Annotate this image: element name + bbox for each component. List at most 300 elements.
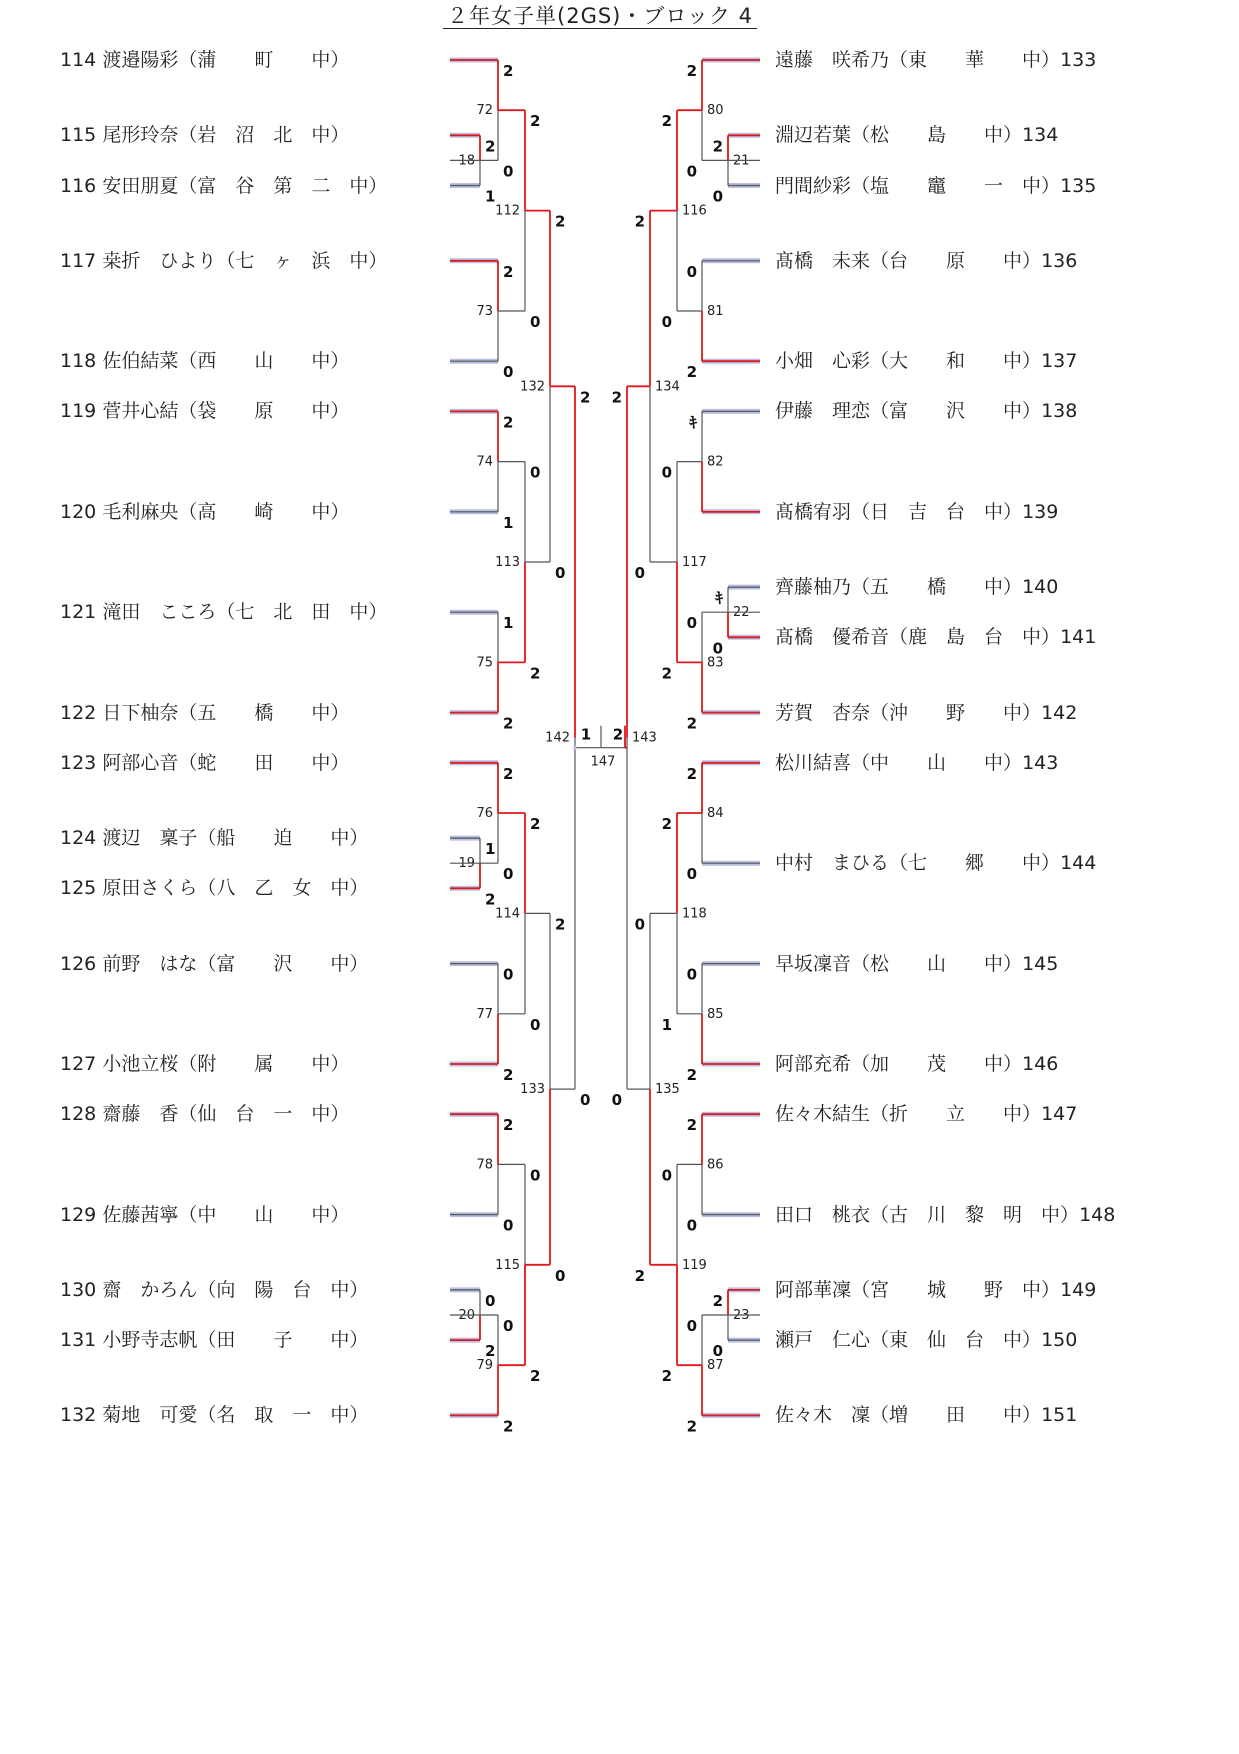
player-name: 佐々木 凜 [775, 1404, 871, 1427]
paren-open: （ [851, 124, 871, 147]
paren-open: （ [870, 1103, 890, 1126]
match-score: 0 [686, 965, 697, 984]
match-number: 135 [655, 1082, 680, 1098]
school-name: 中 山 中 [870, 751, 1004, 774]
paren-open: （ [851, 751, 871, 774]
match-score: 2 [686, 62, 697, 80]
match-number: 81 [707, 304, 724, 319]
seed-number: 140 [1022, 576, 1059, 599]
school-name: 蛇 田 中 [197, 751, 331, 774]
school-name: 塩 竈 一 中 [870, 174, 1042, 197]
school-name: 五 橋 中 [197, 701, 331, 724]
match-score: 0 [530, 313, 541, 331]
match-score: 2 [661, 815, 672, 833]
match-number: 79 [476, 1358, 493, 1374]
player-name: 中村 まひる [775, 852, 890, 875]
match-number: 132 [520, 379, 545, 395]
seed-number: 145 [1022, 952, 1059, 975]
paren-close: ） [1022, 350, 1042, 373]
player-name: 佐伯結菜 [102, 350, 179, 373]
paren-open: （ [197, 1278, 217, 1301]
paren-open: （ [178, 174, 198, 197]
player-name: 小野寺志帆 [102, 1329, 198, 1352]
player-name: 小池立桜 [102, 1053, 179, 1075]
match-score: 0 [661, 463, 672, 482]
bracket-title-text: ２年女子単(2GS)・ブロック 4 [443, 4, 757, 29]
player-name: 佐藤茜寧 [102, 1203, 179, 1226]
match-score: 0 [503, 363, 514, 382]
seed-number: 137 [1041, 350, 1078, 373]
match-number: 87 [707, 1358, 724, 1374]
match-score: 2 [686, 714, 697, 733]
match-score: 0 [503, 162, 514, 181]
match-score: 0 [661, 313, 672, 331]
match-score: 2 [686, 363, 697, 382]
match-score: 0 [611, 1091, 622, 1110]
paren-close: ） [368, 249, 388, 272]
match-number: 21 [733, 153, 750, 169]
match-number: 142 [545, 730, 570, 746]
seed-number: 125 [60, 877, 97, 900]
seed-number: 133 [1060, 49, 1097, 71]
match-score: 2 [503, 262, 514, 281]
player-name: 髙橋 未来 [775, 249, 871, 272]
paren-close: ） [330, 1203, 350, 1226]
seed-number: 131 [60, 1329, 97, 1352]
paren-open: （ [197, 1404, 217, 1427]
school-name: 八 乙 女 中 [216, 877, 350, 900]
seed-number: 138 [1041, 400, 1078, 423]
match-number: 84 [707, 806, 724, 821]
school-name: 西 山 中 [197, 350, 331, 373]
player-name: 淵辺若葉 [775, 124, 852, 147]
paren-open: （ [870, 1329, 890, 1352]
paren-close: ） [1003, 751, 1023, 774]
paren-open: （ [851, 174, 871, 197]
school-name: 中 山 中 [197, 1203, 331, 1226]
match-score: 2 [530, 664, 541, 683]
paren-open: （ [851, 500, 871, 523]
school-name: 日 吉 台 中 [870, 500, 1004, 523]
match-number: 118 [682, 906, 707, 922]
school-name: 袋 原 中 [197, 400, 331, 423]
match-number: 117 [682, 555, 707, 570]
paren-open: （ [870, 249, 890, 272]
player-name: 毛利麻央 [102, 500, 179, 523]
match-score: 0 [634, 564, 645, 582]
school-name: 仙 台 一 中 [197, 1103, 331, 1126]
match-score: 0 [686, 1216, 697, 1235]
match-score: 2 [503, 1066, 514, 1084]
paren-close: ） [1003, 576, 1023, 599]
seed-number: 143 [1022, 751, 1059, 774]
match-score: 0 [503, 1317, 514, 1335]
paren-open: （ [889, 626, 909, 649]
player-name: 渡邉陽彩 [102, 49, 179, 71]
school-name: 松 島 中 [870, 124, 1004, 147]
match-score: 0 [503, 965, 514, 984]
school-name: 鹿 島 台 中 [908, 626, 1042, 649]
player-name: 阿部華凜 [775, 1278, 852, 1301]
paren-open: （ [889, 852, 909, 875]
match-score: 0 [555, 1266, 566, 1285]
match-score: 0 [686, 1317, 697, 1335]
player-name: 門間紗彩 [775, 174, 852, 197]
match-number: 133 [520, 1082, 545, 1098]
match-score: 0 [530, 463, 541, 482]
school-name: 高 崎 中 [197, 500, 331, 523]
paren-close: ） [1003, 952, 1023, 975]
school-name: 東 仙 台 中 [889, 1329, 1023, 1352]
seed-number: 114 [60, 49, 97, 71]
paren-close: ） [1022, 400, 1042, 423]
paren-close: ） [1041, 852, 1061, 875]
match-score: 2 [686, 1066, 697, 1084]
match-score: 2 [503, 413, 514, 432]
seed-number: 120 [60, 500, 97, 523]
player-name: 松川結喜 [775, 751, 852, 774]
paren-open: （ [197, 827, 217, 850]
player-name: 前野 はな [102, 952, 198, 975]
paren-close: ） [1060, 1203, 1080, 1226]
match-number: 114 [495, 906, 520, 922]
match-number: 22 [733, 605, 750, 621]
player-name: 阿部充希 [775, 1053, 852, 1075]
school-name: 富 沢 中 [889, 400, 1023, 423]
match-number: 86 [707, 1157, 724, 1173]
paren-open: （ [216, 601, 236, 624]
paren-close: ） [1003, 124, 1023, 147]
match-number: 134 [655, 379, 680, 395]
school-name: 名 取 一 中 [216, 1404, 350, 1427]
paren-close: ） [1003, 1053, 1023, 1075]
seed-number: 134 [1022, 124, 1059, 147]
paren-close: ） [349, 877, 369, 900]
match-score: 2 [530, 112, 541, 131]
paren-open: （ [197, 877, 217, 900]
match-number: 74 [476, 454, 493, 470]
seed-number: 116 [60, 174, 97, 197]
seed-number: 148 [1079, 1203, 1116, 1226]
match-score: 2 [686, 1116, 697, 1135]
match-number: 75 [476, 655, 493, 671]
match-score: 1 [485, 187, 496, 206]
school-name: 富 谷 第 二 中 [197, 174, 369, 197]
match-score: 0 [580, 1091, 591, 1110]
match-score: 2 [555, 212, 566, 231]
school-name: 田 子 中 [216, 1329, 350, 1352]
match-score: ｷ [715, 589, 723, 608]
school-name: 台 原 中 [889, 249, 1023, 272]
school-name: 七 郷 中 [908, 852, 1042, 875]
match-score: 2 [712, 1291, 723, 1310]
match-score: 2 [503, 714, 514, 733]
seed-number: 144 [1060, 852, 1097, 875]
match-number: 73 [476, 304, 493, 319]
paren-open: （ [870, 1203, 890, 1226]
paren-open: （ [178, 701, 198, 724]
match-number: 20 [458, 1308, 475, 1323]
match-score: 1 [661, 1015, 672, 1034]
seed-number: 135 [1060, 174, 1097, 197]
seed-number: 119 [60, 400, 97, 423]
seed-number: 142 [1041, 701, 1078, 724]
school-name: 加 茂 中 [870, 1053, 1004, 1075]
paren-close: ） [330, 400, 350, 423]
match-score: 2 [503, 62, 514, 80]
paren-close: ） [368, 601, 388, 624]
paren-close: ） [330, 350, 350, 373]
seed-number: 146 [1022, 1053, 1059, 1075]
match-number: 72 [476, 103, 493, 119]
paren-open: （ [851, 1053, 871, 1075]
seed-number: 123 [60, 751, 97, 774]
paren-close: ） [330, 124, 350, 147]
player-name: 髙橋 優希音 [775, 626, 890, 649]
match-score: 2 [530, 1367, 541, 1386]
paren-close: ） [1041, 1278, 1061, 1301]
paren-close: ） [349, 952, 369, 975]
match-score: 2 [634, 212, 645, 231]
school-name: 向 陽 台 中 [216, 1278, 350, 1301]
paren-close: ） [1041, 626, 1061, 649]
school-name: 七 ヶ 浜 中 [235, 249, 369, 272]
match-number: 116 [682, 203, 707, 219]
match-score: 0 [530, 1015, 541, 1034]
school-name: 東 華 中 [908, 49, 1042, 71]
paren-close: ） [1022, 701, 1042, 724]
player-name: 小畑 心彩 [775, 350, 871, 373]
school-name: 五 橋 中 [870, 576, 1004, 599]
match-score: 0 [503, 865, 514, 884]
school-name: 古 川 黎 明 中 [889, 1203, 1061, 1226]
paren-close: ） [1041, 174, 1061, 197]
seed-number: 115 [60, 124, 97, 147]
paren-open: （ [178, 1203, 198, 1226]
seed-number: 129 [60, 1203, 97, 1226]
match-score: 2 [555, 915, 566, 934]
match-score: 0 [686, 865, 697, 884]
match-score: 0 [661, 1166, 672, 1185]
paren-close: ） [330, 1053, 350, 1075]
paren-close: ） [349, 1404, 369, 1427]
player-name: 齊藤柚乃 [775, 576, 852, 599]
seed-number: 121 [60, 601, 97, 624]
school-name: 船 迫 中 [216, 827, 350, 850]
school-name: 沖 野 中 [889, 701, 1023, 724]
paren-close: ） [330, 49, 350, 71]
match-score: 2 [530, 815, 541, 833]
school-name: 松 山 中 [870, 952, 1004, 975]
seed-number: 124 [60, 827, 97, 850]
player-name: 阿部心音 [102, 751, 179, 774]
match-score: 0 [686, 262, 697, 281]
paren-open: （ [851, 1278, 871, 1301]
paren-close: ） [330, 1103, 350, 1126]
seed-number: 149 [1060, 1278, 1097, 1301]
school-name: 蒲 町 中 [197, 49, 331, 71]
match-number: 119 [682, 1257, 707, 1273]
school-name: 岩 沼 北 中 [197, 124, 331, 147]
final-score-right: 2 [612, 725, 624, 744]
seed-number: 126 [60, 952, 97, 975]
player-name: 早坂凜音 [775, 952, 852, 975]
paren-open: （ [178, 751, 198, 774]
match-score: 0 [686, 614, 697, 633]
seed-number: 141 [1060, 626, 1097, 649]
match-score: 2 [580, 388, 591, 407]
match-score: 0 [712, 639, 723, 658]
paren-open: （ [178, 124, 198, 147]
player-name: 瀬戸 仁心 [775, 1329, 871, 1352]
match-number: 76 [476, 806, 493, 821]
match-score: 2 [712, 137, 723, 156]
player-name: 遠藤 咲希乃 [775, 49, 890, 71]
match-score: 2 [686, 764, 697, 783]
paren-open: （ [851, 952, 871, 975]
paren-open: （ [870, 400, 890, 423]
match-number: 19 [458, 856, 475, 872]
paren-open: （ [178, 500, 198, 523]
player-name: 佐々木結生 [775, 1103, 871, 1126]
seed-number: 132 [60, 1404, 97, 1427]
paren-open: （ [216, 249, 236, 272]
player-name: 尾形玲奈 [102, 124, 179, 147]
match-score: 2 [485, 137, 496, 156]
paren-open: （ [197, 952, 217, 975]
seed-number: 127 [60, 1053, 97, 1075]
match-score: 1 [503, 614, 514, 633]
match-number: 18 [458, 153, 475, 169]
final-score-left: 1 [580, 725, 592, 744]
match-score: 2 [661, 1367, 672, 1386]
paren-open: （ [870, 1404, 890, 1427]
school-name: 附 属 中 [197, 1053, 331, 1075]
paren-close: ） [1022, 1103, 1042, 1126]
school-name: 富 沢 中 [216, 952, 350, 975]
player-name: 日下柚奈 [102, 701, 179, 724]
school-name: 宮 城 野 中 [870, 1278, 1042, 1301]
match-number: 80 [707, 103, 724, 119]
match-number: 77 [476, 1006, 493, 1022]
paren-close: ） [349, 1329, 369, 1352]
match-score: 0 [686, 162, 697, 181]
paren-open: （ [178, 350, 198, 373]
paren-close: ） [330, 701, 350, 724]
paren-open: （ [889, 49, 909, 71]
school-name: 増 田 中 [889, 1404, 1023, 1427]
match-score: 0 [555, 564, 566, 582]
match-score: 2 [661, 112, 672, 131]
paren-open: （ [851, 576, 871, 599]
seed-number: 128 [60, 1103, 97, 1126]
player-name: 桒折 ひより [102, 249, 217, 272]
match-score: 0 [485, 1291, 496, 1310]
match-score: 2 [686, 1417, 697, 1436]
seed-number: 118 [60, 350, 97, 373]
match-score: 2 [611, 388, 622, 407]
match-score: 0 [530, 1166, 541, 1185]
match-score: 2 [503, 764, 514, 783]
player-name: 渡辺 稟子 [102, 827, 198, 850]
player-name: 滝田 こころ [102, 601, 217, 624]
seed-number: 147 [1041, 1103, 1078, 1126]
player-name: 髙橋宥羽 [775, 500, 852, 523]
match-number: 85 [707, 1006, 724, 1022]
paren-close: ） [349, 1278, 369, 1301]
school-name: 折 立 中 [889, 1103, 1023, 1126]
match-score: 2 [485, 890, 496, 909]
match-number: 78 [476, 1157, 493, 1173]
match-score: 2 [503, 1417, 514, 1436]
paren-open: （ [197, 1329, 217, 1352]
match-score: 2 [634, 1266, 645, 1285]
match-number: 83 [707, 655, 724, 671]
final-match-number: 147 [590, 754, 616, 770]
paren-close: ） [1041, 49, 1061, 71]
match-score: 0 [712, 1342, 723, 1361]
player-name: 齋藤 香 [102, 1103, 179, 1126]
match-score: 2 [485, 1342, 496, 1361]
match-number: 82 [707, 454, 724, 470]
seed-number: 150 [1041, 1329, 1078, 1352]
match-score: 0 [712, 187, 723, 206]
match-score: 1 [485, 840, 496, 859]
player-name: 芳賀 杏奈 [775, 701, 871, 724]
seed-number: 151 [1041, 1404, 1078, 1427]
paren-open: （ [870, 701, 890, 724]
match-number: 23 [733, 1308, 750, 1323]
school-name: 大 和 中 [889, 350, 1023, 373]
player-name: 菊地 可愛 [102, 1404, 198, 1427]
player-name: 安田朋夏 [102, 174, 179, 197]
seed-number: 130 [60, 1278, 97, 1301]
match-score: 0 [634, 915, 645, 934]
seed-number: 122 [60, 701, 97, 724]
paren-close: ） [1003, 500, 1023, 523]
paren-open: （ [178, 1103, 198, 1126]
paren-close: ） [1022, 1404, 1042, 1427]
seed-number: 117 [60, 249, 97, 272]
match-score: 1 [503, 513, 514, 532]
player-name: 伊藤 理恋 [775, 400, 871, 423]
paren-open: （ [178, 400, 198, 423]
paren-close: ） [1022, 249, 1042, 272]
match-score: 0 [503, 1216, 514, 1235]
player-name: 原田さくら [102, 877, 198, 900]
paren-close: ） [368, 174, 388, 197]
paren-open: （ [178, 1053, 198, 1075]
school-name: 七 北 田 中 [235, 601, 369, 624]
paren-close: ） [330, 751, 350, 774]
player-name: 菅井心結 [102, 400, 179, 423]
match-number: 143 [632, 730, 657, 746]
match-score: ｷ [689, 413, 697, 432]
player-name: 田口 桃衣 [775, 1203, 871, 1226]
paren-close: ） [349, 827, 369, 850]
seed-number: 136 [1041, 249, 1078, 272]
paren-close: ） [330, 500, 350, 523]
match-score: 2 [661, 664, 672, 683]
seed-number: 139 [1022, 500, 1059, 523]
match-score: 2 [503, 1116, 514, 1135]
match-number: 113 [495, 555, 520, 570]
match-number: 115 [495, 1257, 520, 1273]
paren-close: ） [1022, 1329, 1042, 1352]
paren-open: （ [870, 350, 890, 373]
paren-open: （ [178, 49, 198, 71]
match-number: 112 [495, 203, 520, 219]
